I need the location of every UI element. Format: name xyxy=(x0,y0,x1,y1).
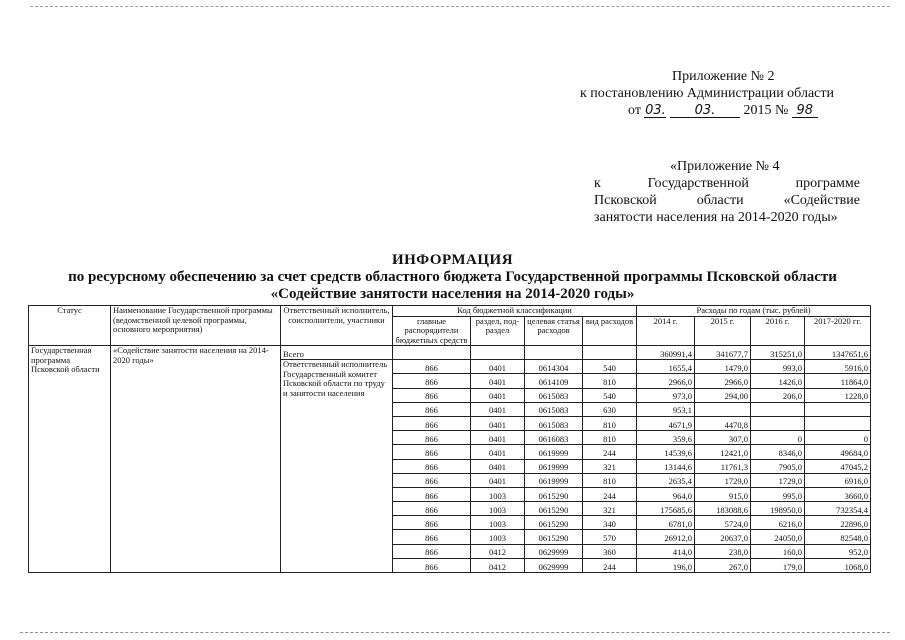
header-name: Наименование Государственной программы (ведомственной целевой программы, основного мероприятия) xyxy=(111,306,281,346)
cell-section: 0401 xyxy=(471,360,525,374)
cell-y2015 xyxy=(695,402,751,416)
header-2015: 2015 г. xyxy=(695,316,751,346)
total-2017-2020: 1347651,6 xyxy=(805,346,871,360)
cell-y2014: 13144,6 xyxy=(637,459,695,473)
cell-y2015: 238,0 xyxy=(695,544,751,558)
appendix-header xyxy=(580,68,860,119)
total-grbs xyxy=(393,346,471,360)
cell-y2016: 198950,0 xyxy=(751,502,805,516)
appendix-program-line3: Псковской области «Содействие xyxy=(594,193,860,208)
cell-y2014: 973,0 xyxy=(637,388,695,402)
cell-y2017: 952,0 xyxy=(805,544,871,558)
header-section: раздел, под-раздел xyxy=(471,316,525,346)
cell-y2014: 964,0 xyxy=(637,487,695,501)
handwritten-day: 03. xyxy=(645,103,666,118)
cell-y2015: 11761,3 xyxy=(695,459,751,473)
cell-y2016 xyxy=(751,402,805,416)
cell-grbs: 866 xyxy=(393,558,471,572)
header-target: целевая статья расходов xyxy=(525,316,583,346)
cell-section: 0401 xyxy=(471,431,525,445)
title-subheading: по ресурсному обеспечению за счет средств областного бюджета Государственной программы Псковской области xyxy=(68,269,837,285)
year-label: 2015 № xyxy=(743,103,789,118)
cell-y2017: 47045,2 xyxy=(805,459,871,473)
resource-table xyxy=(28,305,871,573)
cell-section: 0412 xyxy=(471,544,525,558)
cell-y2017: 22896,0 xyxy=(805,516,871,530)
cell-target: 0614109 xyxy=(525,374,583,388)
cell-y2015: 1729,0 xyxy=(695,473,751,487)
cell-y2016: 179,0 xyxy=(751,558,805,572)
cell-y2014: 26912,0 xyxy=(637,530,695,544)
cell-y2017: 1068,0 xyxy=(805,558,871,572)
cell-type: 321 xyxy=(583,502,637,516)
appendix-date-line xyxy=(580,102,860,119)
cell-section: 1003 xyxy=(471,516,525,530)
cell-type: 244 xyxy=(583,558,637,572)
cell-y2017: 82548,0 xyxy=(805,530,871,544)
status-cell: Государственная программа Псковской области xyxy=(29,346,111,573)
header-row-1 xyxy=(29,306,871,317)
cell-y2014: 359,6 xyxy=(637,431,695,445)
cell-section: 0401 xyxy=(471,445,525,459)
cell-y2017: 5916,0 xyxy=(805,360,871,374)
cell-y2014: 953,1 xyxy=(637,402,695,416)
cell-type: 570 xyxy=(583,530,637,544)
document-title xyxy=(0,252,905,303)
cell-y2017: 49684,0 xyxy=(805,445,871,459)
cell-target: 0615290 xyxy=(525,502,583,516)
header-expenses-group: Расходы по годам (тыс. рублей) xyxy=(637,306,871,317)
cell-y2017: 0 xyxy=(805,431,871,445)
cell-grbs: 866 xyxy=(393,445,471,459)
header-2017-2020: 2017-2020 гг. xyxy=(805,316,871,346)
cell-grbs: 866 xyxy=(393,431,471,445)
cell-target: 0629999 xyxy=(525,558,583,572)
cell-target: 0616083 xyxy=(525,431,583,445)
cell-y2016: 1729,0 xyxy=(751,473,805,487)
cell-target: 0615083 xyxy=(525,402,583,416)
cell-target: 0615290 xyxy=(525,487,583,501)
cell-grbs: 866 xyxy=(393,530,471,544)
cell-target: 0615290 xyxy=(525,530,583,544)
title-program: «Содействие занятости населения на 2014-2020 годы» xyxy=(270,286,635,302)
total-type xyxy=(583,346,637,360)
cell-type: 340 xyxy=(583,516,637,530)
cell-section: 0401 xyxy=(471,459,525,473)
cell-y2014: 414,0 xyxy=(637,544,695,558)
cell-y2015: 183088,6 xyxy=(695,502,751,516)
cell-type: 630 xyxy=(583,402,637,416)
cell-y2017 xyxy=(805,416,871,430)
cell-section: 0401 xyxy=(471,473,525,487)
cell-y2016: 995,0 xyxy=(751,487,805,501)
header-grbs: главные распорядители бюджетных средств xyxy=(393,316,471,346)
cell-target: 0614304 xyxy=(525,360,583,374)
cell-grbs: 866 xyxy=(393,459,471,473)
cell-section: 1003 xyxy=(471,487,525,501)
cell-y2017: 732354,4 xyxy=(805,502,871,516)
cell-grbs: 866 xyxy=(393,473,471,487)
cell-y2017: 11864,0 xyxy=(805,374,871,388)
total-section xyxy=(471,346,525,360)
cell-type: 810 xyxy=(583,431,637,445)
cell-grbs: 866 xyxy=(393,416,471,430)
header-2014: 2014 г. xyxy=(637,316,695,346)
cell-grbs: 866 xyxy=(393,487,471,501)
cell-y2014: 196,0 xyxy=(637,558,695,572)
cell-y2016: 160,0 xyxy=(751,544,805,558)
cell-y2015: 915,0 xyxy=(695,487,751,501)
cell-target: 0615290 xyxy=(525,516,583,530)
cell-target: 0619999 xyxy=(525,473,583,487)
cell-y2015: 12421,0 xyxy=(695,445,751,459)
cell-y2016: 24050,0 xyxy=(751,530,805,544)
appendix-resolution: к постановлению Администрации области xyxy=(580,86,834,101)
cell-y2017 xyxy=(805,402,871,416)
cell-y2015: 294,00 xyxy=(695,388,751,402)
total-2015: 341677,7 xyxy=(695,346,751,360)
cell-y2016: 6216,0 xyxy=(751,516,805,530)
cell-target: 0615083 xyxy=(525,388,583,402)
cell-section: 1003 xyxy=(471,530,525,544)
handwritten-month: 03. xyxy=(670,104,740,118)
cell-y2014: 14539,6 xyxy=(637,445,695,459)
cell-section: 0401 xyxy=(471,388,525,402)
appendix-program-line2: к Государственной программе xyxy=(594,176,860,191)
appendix-number: Приложение № 2 xyxy=(672,69,775,84)
date-prefix: от xyxy=(628,103,641,118)
cell-type: 810 xyxy=(583,374,637,388)
header-code-group: Код бюджетной классификации xyxy=(393,306,637,317)
cell-type: 540 xyxy=(583,360,637,374)
appendix-program xyxy=(594,158,860,226)
cell-section: 0401 xyxy=(471,402,525,416)
cell-y2015: 307,0 xyxy=(695,431,751,445)
handwritten-number: 98 xyxy=(792,104,818,118)
scan-edge-bottom xyxy=(20,632,890,633)
program-name-cell: «Содействие занятости населения на 2014-2020 годы» xyxy=(111,346,281,573)
cell-y2015: 4470,8 xyxy=(695,416,751,430)
total-2016: 315251,0 xyxy=(751,346,805,360)
cell-y2017: 1228,0 xyxy=(805,388,871,402)
cell-y2017: 6916,0 xyxy=(805,473,871,487)
cell-grbs: 866 xyxy=(393,402,471,416)
cell-y2016: 993,0 xyxy=(751,360,805,374)
cell-y2014: 2635,4 xyxy=(637,473,695,487)
cell-target: 0619999 xyxy=(525,459,583,473)
cell-y2014: 2966,0 xyxy=(637,374,695,388)
cell-y2014: 4671,9 xyxy=(637,416,695,430)
cell-y2016: 7905,0 xyxy=(751,459,805,473)
cell-y2014: 6781,0 xyxy=(637,516,695,530)
cell-grbs: 866 xyxy=(393,388,471,402)
cell-type: 321 xyxy=(583,459,637,473)
header-2016: 2016 г. xyxy=(751,316,805,346)
total-target xyxy=(525,346,583,360)
title-heading: ИНФОРМАЦИЯ xyxy=(391,252,514,268)
executor-cell: Ответственный исполнитель Государственный комитет Псковской области по труду и занятости населения xyxy=(281,360,393,573)
header-status: Статус xyxy=(29,306,111,346)
cell-grbs: 866 xyxy=(393,360,471,374)
cell-grbs: 866 xyxy=(393,374,471,388)
cell-target: 0619999 xyxy=(525,445,583,459)
cell-y2015: 20637,0 xyxy=(695,530,751,544)
cell-section: 0401 xyxy=(471,374,525,388)
cell-y2016 xyxy=(751,416,805,430)
scan-edge-top xyxy=(30,6,890,7)
cell-grbs: 866 xyxy=(393,502,471,516)
cell-y2014: 1655,4 xyxy=(637,360,695,374)
cell-y2016: 206,0 xyxy=(751,388,805,402)
cell-grbs: 866 xyxy=(393,544,471,558)
header-executor: Ответственный исполнитель, соисполнители, участники xyxy=(281,306,393,346)
cell-grbs: 866 xyxy=(393,516,471,530)
cell-y2015: 2966,0 xyxy=(695,374,751,388)
cell-target: 0629999 xyxy=(525,544,583,558)
cell-y2017: 3660,0 xyxy=(805,487,871,501)
cell-section: 0412 xyxy=(471,558,525,572)
total-2014: 360991,4 xyxy=(637,346,695,360)
cell-y2015: 267,0 xyxy=(695,558,751,572)
cell-type: 244 xyxy=(583,445,637,459)
total-label: Всего xyxy=(281,346,393,360)
cell-type: 244 xyxy=(583,487,637,501)
cell-y2014: 175685,6 xyxy=(637,502,695,516)
total-row xyxy=(29,346,871,360)
cell-type: 810 xyxy=(583,473,637,487)
cell-y2016: 0 xyxy=(751,431,805,445)
appendix-program-line4: занятости населения на 2014-2020 годы» xyxy=(594,210,838,225)
cell-y2016: 8346,0 xyxy=(751,445,805,459)
cell-type: 810 xyxy=(583,416,637,430)
cell-target: 0615083 xyxy=(525,416,583,430)
cell-section: 0401 xyxy=(471,416,525,430)
header-type: вид расходов xyxy=(583,316,637,346)
cell-section: 1003 xyxy=(471,502,525,516)
cell-type: 540 xyxy=(583,388,637,402)
cell-y2016: 1426,0 xyxy=(751,374,805,388)
cell-y2015: 1479,0 xyxy=(695,360,751,374)
appendix-program-title: «Приложение № 4 xyxy=(670,159,780,174)
cell-type: 360 xyxy=(583,544,637,558)
cell-y2015: 5724,0 xyxy=(695,516,751,530)
